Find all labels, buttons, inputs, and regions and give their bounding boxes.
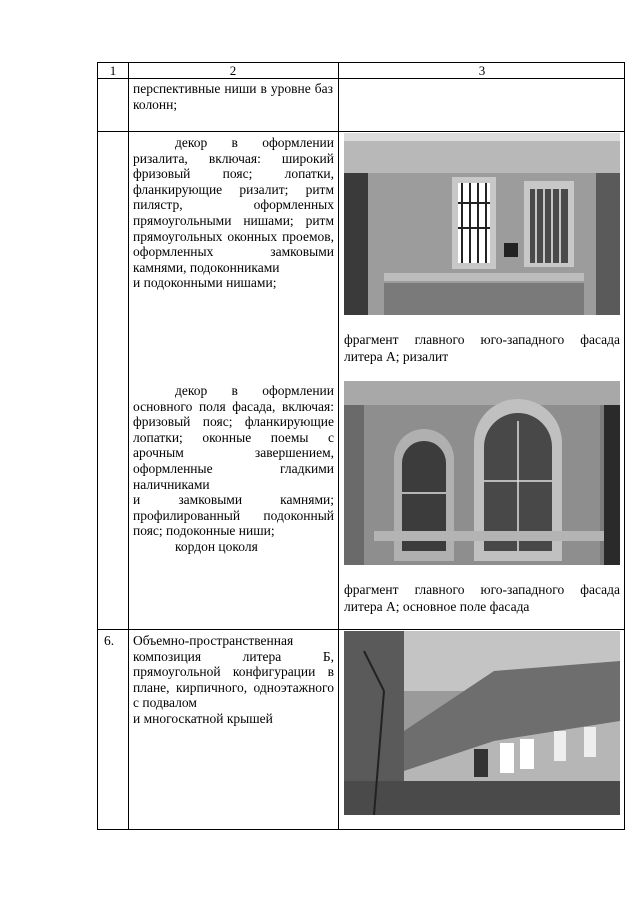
building-b-photo [344,631,620,815]
row3-number: 6. [104,633,115,648]
header-col-3: 3 [478,63,486,78]
facade-main-field-caption: фрагмент главного юго-западного фасада литера А; основное поле фасада [344,582,620,614]
row2-text-plinth: кордон цоколя [175,538,258,554]
facade-risalit-caption: фрагмент главного юго-западного фасада литера А; ризалит [344,332,620,364]
row-divider [98,629,624,630]
header-col-1: 1 [109,63,117,78]
header-divider [98,78,624,79]
row2-text-risalit-end: и подоконными нишами; [133,275,277,291]
monuments-table [97,62,625,830]
facade-risalit-photo [344,133,620,315]
row2-text-risalit: декор в оформлении ризалита, включая: широкий фризовый пояс; лопатки, фланкирующие ризалит; ритм пилястр, оформленных прямоугольными нишами; ритм прямоугольных оконных проемов, оформленных замковыми камнями, подоконниками [133,135,334,275]
row3-description [133,633,334,727]
row2-text-main-field: декор в оформлении основного поля фасада, включая: фризовый пояс; фланкирующие лопатки; оконные поемы с арочным завершением, оформленные гладкими наличниками [133,383,334,492]
row2-description-block1 [133,135,334,291]
row2-description-block2 [133,383,334,555]
row3-text: Объемно-пространственная композиция литера Б, прямоугольной конфигурации в плане, кирпичного, одноэтажного с подвалом [133,633,334,711]
row3-text-end: и многоскатной крышей [133,710,273,726]
row2-text-main-field-end: и замковыми камнями; профилированный подоконный пояс; подоконные ниши; [133,492,334,539]
facade-main-field-photo [344,381,620,565]
header-col-2: 2 [229,63,237,78]
row1-description: перспективные ниши в уровне баз колонн; [133,81,333,112]
row-divider [98,131,624,132]
column-divider [128,63,129,829]
column-divider [338,63,339,829]
